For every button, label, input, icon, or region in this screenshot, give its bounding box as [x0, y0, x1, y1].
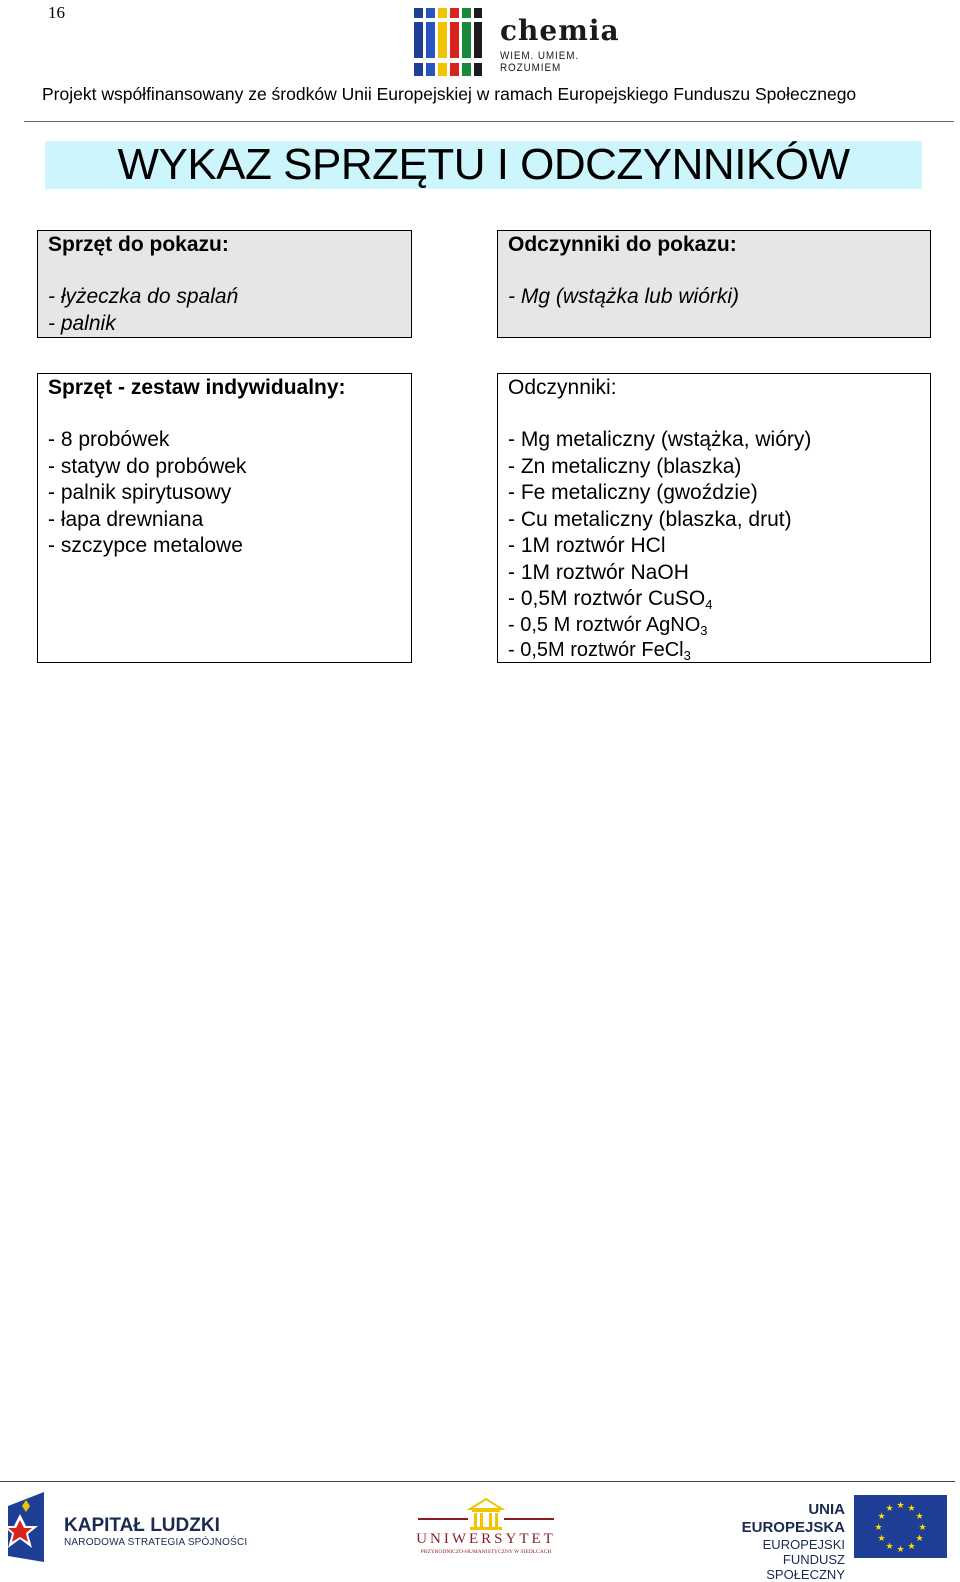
footer-divider [0, 1481, 955, 1482]
kapital-ludzki-subtitle: NARODOWA STRATEGIA SPÓJNOŚCI [64, 1537, 248, 1548]
kapital-ludzki-logo [0, 1492, 248, 1564]
kapital-ludzki-emblem-icon [4, 1492, 50, 1562]
list-item: - Cu metaliczny (blaszka, drut) [508, 507, 792, 531]
demo-equipment-heading: Sprzęt do pokazu: [48, 233, 229, 256]
page-number: 16 [48, 3, 65, 22]
svg-text:★: ★ [885, 1542, 894, 1552]
university-name: UNIWERSYTET [416, 1531, 556, 1547]
svg-text:★: ★ [915, 1512, 924, 1522]
formula-text: - 0,5 M roztwór AgNO [508, 613, 701, 636]
eu-line-3: FUNDUSZ SPOŁECZNY [766, 1552, 845, 1582]
list-item: - Mg metaliczny (wstążka, wióry) [508, 428, 812, 451]
logo-word: chemia [500, 14, 620, 47]
formula-item [508, 586, 920, 613]
list-item: - palnik [48, 311, 116, 335]
formula-subscript: 4 [705, 597, 713, 612]
list-item: - 1M roztwór HCl [508, 534, 666, 557]
svg-text:★: ★ [877, 1534, 886, 1544]
formula-text: - 0,5M roztwór FeCl [508, 638, 684, 661]
list-item: - Zn metaliczny (blaszka) [508, 454, 742, 478]
university-subtitle: PRZYRODNICZO-HUMANISTYCZNY W SIEDLCACH [420, 1549, 552, 1555]
funding-note: Projekt współfinansowany ze środków Unii Europejskiej w ramach Europejskiego Funduszu Społecznego [42, 84, 857, 104]
list-item: - szczypce metalowe [48, 534, 243, 557]
eu-line-1: UNIA EUROPEJSKA [741, 1501, 845, 1536]
university-building-icon [412, 1497, 560, 1531]
header-divider [24, 121, 954, 122]
svg-text:★: ★ [874, 1523, 883, 1533]
formula-item [508, 638, 920, 663]
university-logo [412, 1497, 560, 1561]
individual-equipment-box [37, 373, 412, 663]
list-item: - Fe metaliczny (gwoździe) [508, 481, 758, 504]
list-item: - Mg (wstążka lub wiórki) [508, 285, 740, 308]
formula-text: - 0,5M roztwór CuSO [508, 587, 706, 610]
svg-text:★: ★ [877, 1512, 886, 1522]
formula-subscript: 3 [683, 647, 691, 663]
svg-text:★: ★ [915, 1534, 924, 1544]
formula-item [508, 613, 920, 638]
list-item: - palnik spirytusowy [48, 481, 232, 504]
list-item: - 8 probówek [48, 428, 170, 451]
eu-flag-icon [854, 1495, 947, 1558]
svg-text:★: ★ [896, 1545, 905, 1555]
chemia-logo [412, 6, 622, 80]
reagents-box [497, 373, 931, 663]
svg-text:★: ★ [907, 1542, 916, 1552]
svg-text:★: ★ [907, 1504, 916, 1514]
list-item: - 1M roztwór NaOH [508, 560, 689, 584]
formula-subscript: 3 [700, 622, 708, 638]
svg-text:★: ★ [918, 1523, 927, 1533]
title-banner [45, 141, 922, 189]
eu-fund-label [705, 1501, 845, 1582]
individual-equipment-heading: Sprzęt - zestaw indywidualny: [48, 376, 346, 399]
kapital-ludzki-title: KAPITAŁ LUDZKI [64, 1515, 220, 1536]
svg-text:★: ★ [885, 1504, 894, 1514]
demo-equipment-box [37, 230, 412, 338]
demo-reagents-heading: Odczynniki do pokazu: [508, 233, 737, 256]
page-title: WYKAZ SPRZĘTU I ODCZYNNIKÓW [117, 140, 850, 189]
eu-line-2: EUROPEJSKI [762, 1537, 845, 1552]
reagents-heading: Odczynniki: [508, 376, 617, 399]
demo-reagents-box [497, 230, 931, 338]
test-tubes-icon [412, 6, 484, 78]
list-item: - statyw do probówek [48, 454, 247, 478]
svg-text:★: ★ [896, 1501, 905, 1511]
list-item: - łyżeczka do spalań [48, 285, 239, 308]
list-item: - łapa drewniana [48, 507, 204, 531]
logo-slogan: WIEM. UMIEM. ROZUMIEM [500, 50, 580, 74]
